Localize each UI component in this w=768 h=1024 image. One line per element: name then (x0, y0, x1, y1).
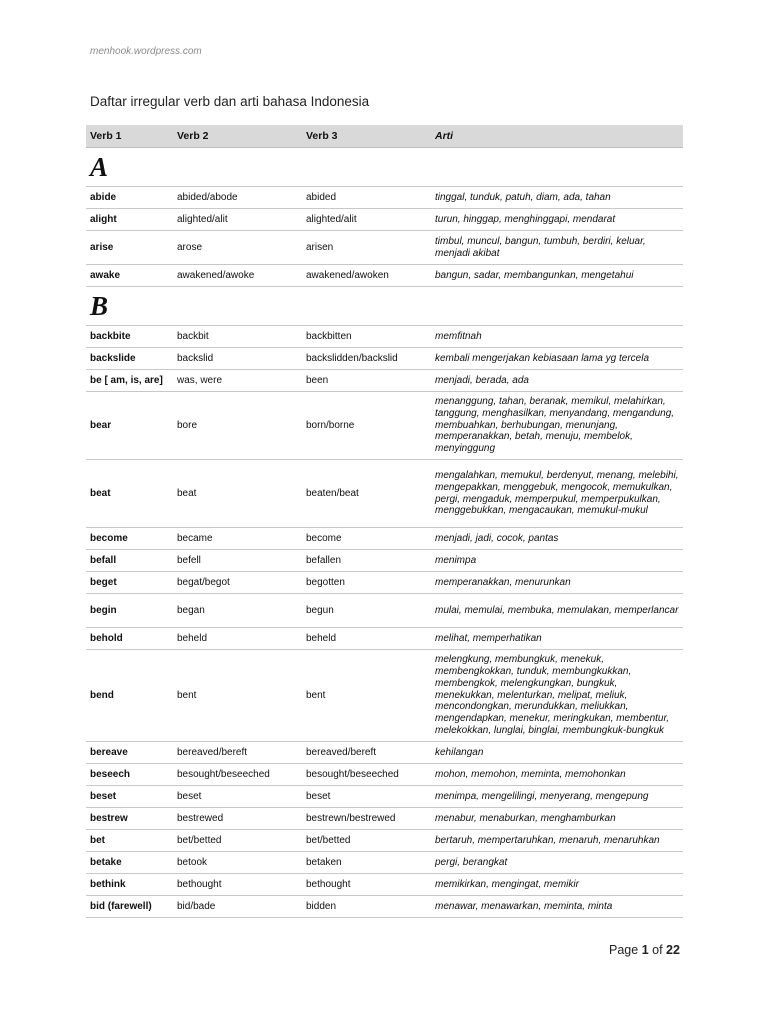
verb2-cell: awakened/awoke (173, 265, 302, 287)
verb3-cell: bet/betted (302, 830, 431, 852)
table-row (86, 392, 683, 460)
table-row (86, 460, 683, 528)
arti-cell: tinggal, tunduk, patuh, diam, ada, tahan (431, 187, 683, 209)
arti-cell: menabur, menaburkan, menghamburkan (431, 808, 683, 830)
table-row (86, 896, 683, 918)
column-header-arti: Arti (431, 125, 683, 148)
table-row (86, 187, 683, 209)
column-header-verb1: Verb 1 (86, 125, 173, 148)
verb3-cell: begotten (302, 572, 431, 594)
verb1-cell: arise (86, 231, 173, 265)
verb2-cell: bet/betted (173, 830, 302, 852)
verb2-cell: befell (173, 550, 302, 572)
document-title: Daftar irregular verb dan arti bahasa Indonesia (90, 94, 370, 109)
verb2-cell: began (173, 594, 302, 628)
verb2-cell: became (173, 528, 302, 550)
verb3-cell: begun (302, 594, 431, 628)
page-prefix: Page (609, 943, 639, 957)
arti-cell: memfitnah (431, 326, 683, 348)
verb1-cell: bend (86, 650, 173, 742)
arti-cell: melengkung, membungkuk, menekuk, membengkokkan, tunduk, membungkukkan, membengkok, melengkungkan, bungkuk, menekukkan, melenturkan, melipat, meliuk, mencondongkan, merundukkan, meliukkan, mengendapkan, menekur, meringkukan, membentur, melekokkan, lunglai, binglai, membungkuk-bungkuk (431, 650, 683, 742)
arti-cell: kehilangan (431, 742, 683, 764)
verb1-cell: bethink (86, 874, 173, 896)
arti-cell: melihat, memperhatikan (431, 628, 683, 650)
table-row (86, 550, 683, 572)
verb3-cell: backslidden/backslid (302, 348, 431, 370)
section-letter: B (86, 287, 683, 326)
table-row (86, 874, 683, 896)
verb3-cell: born/borne (302, 392, 431, 460)
section-letter: A (86, 148, 683, 187)
section-letter-row (86, 287, 683, 326)
page-of: of (652, 943, 663, 957)
verb2-cell: bent (173, 650, 302, 742)
total-pages: 22 (666, 943, 680, 957)
verb2-cell: bethought (173, 874, 302, 896)
verb1-cell: befall (86, 550, 173, 572)
verb2-cell: bereaved/bereft (173, 742, 302, 764)
arti-cell: bangun, sadar, membangunkan, mengetahui (431, 265, 683, 287)
table-header-row (86, 125, 683, 148)
verb2-cell: begat/begot (173, 572, 302, 594)
verb2-cell: beset (173, 786, 302, 808)
table-row (86, 370, 683, 392)
verb3-cell: alighted/alit (302, 209, 431, 231)
verb2-cell: backbit (173, 326, 302, 348)
irregular-verb-table (86, 125, 683, 918)
verb1-cell: become (86, 528, 173, 550)
arti-cell: turun, hinggap, menghinggapi, mendarat (431, 209, 683, 231)
verb2-cell: betook (173, 852, 302, 874)
table-row (86, 852, 683, 874)
arti-cell: menanggung, tahan, beranak, memikul, melahirkan, tanggung, menghasilkan, menyandang, mengandung, membuahkan, berhubungan, menunjang, memperanakkan, betah, menuju, membelok, menyinggung (431, 392, 683, 460)
verb1-cell: alight (86, 209, 173, 231)
verb3-cell: abided (302, 187, 431, 209)
table-row (86, 594, 683, 628)
verb1-cell: beat (86, 460, 173, 528)
verb1-cell: bet (86, 830, 173, 852)
verb1-cell: backslide (86, 348, 173, 370)
verb1-cell: behold (86, 628, 173, 650)
table-row (86, 572, 683, 594)
verb3-cell: beset (302, 786, 431, 808)
arti-cell: kembali mengerjakan kebiasaan lama yg tercela (431, 348, 683, 370)
arti-cell: mohon, memohon, meminta, memohonkan (431, 764, 683, 786)
verb3-cell: bestrewn/bestrewed (302, 808, 431, 830)
verb3-cell: been (302, 370, 431, 392)
verb2-cell: beat (173, 460, 302, 528)
verb3-cell: backbitten (302, 326, 431, 348)
verb2-cell: beheld (173, 628, 302, 650)
page-number (609, 943, 680, 957)
verb3-cell: befallen (302, 550, 431, 572)
verb2-cell: abided/abode (173, 187, 302, 209)
verb1-cell: be [ am, is, are] (86, 370, 173, 392)
arti-cell: timbul, muncul, bangun, tumbuh, berdiri, keluar, menjadi akibat (431, 231, 683, 265)
verb3-cell: beaten/beat (302, 460, 431, 528)
verb2-cell: backslid (173, 348, 302, 370)
table-row (86, 326, 683, 348)
verb3-cell: awakened/awoken (302, 265, 431, 287)
arti-cell: menjadi, berada, ada (431, 370, 683, 392)
table-row (86, 742, 683, 764)
table-row (86, 830, 683, 852)
verb1-cell: backbite (86, 326, 173, 348)
verb2-cell: was, were (173, 370, 302, 392)
verb2-cell: bid/bade (173, 896, 302, 918)
table-row (86, 808, 683, 830)
verb1-cell: bestrew (86, 808, 173, 830)
verb1-cell: abide (86, 187, 173, 209)
table-row (86, 265, 683, 287)
arti-cell: memperanakkan, menurunkan (431, 572, 683, 594)
arti-cell: pergi, berangkat (431, 852, 683, 874)
table-row (86, 348, 683, 370)
section-letter-row (86, 148, 683, 187)
verb1-cell: beseech (86, 764, 173, 786)
table-row (86, 786, 683, 808)
table-row (86, 231, 683, 265)
column-header-verb2: Verb 2 (173, 125, 302, 148)
verb3-cell: bent (302, 650, 431, 742)
verb3-cell: bereaved/bereft (302, 742, 431, 764)
arti-cell: menawar, menawarkan, meminta, minta (431, 896, 683, 918)
verb1-cell: begin (86, 594, 173, 628)
arti-cell: mulai, memulai, membuka, memulakan, memperlancar (431, 594, 683, 628)
verb2-cell: alighted/alit (173, 209, 302, 231)
verb1-cell: awake (86, 265, 173, 287)
verb1-cell: beget (86, 572, 173, 594)
arti-cell: bertaruh, mempertaruhkan, menaruh, menaruhkan (431, 830, 683, 852)
verb3-cell: arisen (302, 231, 431, 265)
table-row (86, 528, 683, 550)
verb2-cell: bore (173, 392, 302, 460)
table-row (86, 764, 683, 786)
verb1-cell: bereave (86, 742, 173, 764)
verb2-cell: besought/beseeched (173, 764, 302, 786)
verb1-cell: betake (86, 852, 173, 874)
verb2-cell: arose (173, 231, 302, 265)
arti-cell: menimpa (431, 550, 683, 572)
arti-cell: menjadi, jadi, cocok, pantas (431, 528, 683, 550)
arti-cell: menimpa, mengelilingi, menyerang, mengepung (431, 786, 683, 808)
arti-cell: memikirkan, mengingat, memikir (431, 874, 683, 896)
column-header-verb3: Verb 3 (302, 125, 431, 148)
arti-cell: mengalahkan, memukul, berdenyut, menang, melebihi, mengepakkan, menggebuk, mengocok, memukulkan, pergi, mengaduk, memperpukul, memperpukulkan, menggebukkan, mengacaukan, memukul-mukul (431, 460, 683, 528)
verb1-cell: bear (86, 392, 173, 460)
table-row (86, 628, 683, 650)
verb3-cell: betaken (302, 852, 431, 874)
verb2-cell: bestrewed (173, 808, 302, 830)
verb1-cell: bid (farewell) (86, 896, 173, 918)
verb3-cell: besought/beseeched (302, 764, 431, 786)
verb3-cell: bidden (302, 896, 431, 918)
table-row (86, 209, 683, 231)
verb1-cell: beset (86, 786, 173, 808)
table-row (86, 650, 683, 742)
verb3-cell: bethought (302, 874, 431, 896)
current-page: 1 (641, 943, 649, 957)
site-url: menhook.wordpress.com (90, 46, 202, 57)
verb3-cell: become (302, 528, 431, 550)
table-body (86, 148, 683, 918)
verb3-cell: beheld (302, 628, 431, 650)
